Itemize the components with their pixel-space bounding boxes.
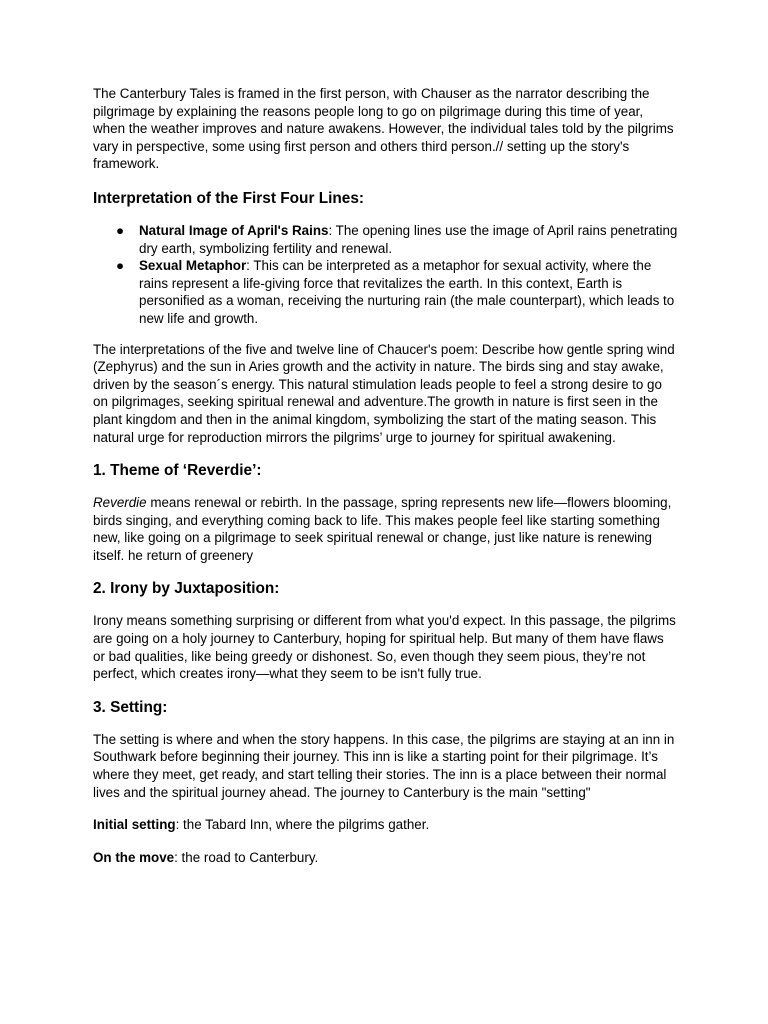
- irony-paragraph: Irony means something surprising or different from what you'd expect. In this passage, the pilgrims are going on a holy journey to Canterbury, hoping for spiritual help. But many of them have flaws or bad qualities, like being greedy or dishonest. So, even though they seem pious, they’re not perfect, which creates irony—what they seem to be isn't fully true.: [93, 613, 676, 682]
- setting-heading: 3. Setting:: [93, 698, 168, 716]
- reverdie-term: Reverdie: [93, 495, 147, 511]
- bullet-text: : This can be interpreted as a metaphor for sexual activity, where the rains represent a life-giving force that revitalizes the earth. In this context, Earth is personified as a woman, receiving the nurturing rain (the male counterpart), which leads to new life and growth.: [139, 258, 675, 326]
- reverdie-heading: 1. Theme of ‘Reverdie’:: [93, 462, 262, 480]
- on-the-move-line: [93, 849, 678, 867]
- intro-paragraph: The Canterbury Tales is framed in the first person, with Chauser as the narrator describing the pilgrimage by explaining the reasons people long to go on pilgrimage during this time of year, when the weather improves and nature awakens. However, the individual tales told by the pilgrims vary in perspective, some using first person and others third person.// setting up the story's framework.: [93, 86, 674, 172]
- reverdie-text: means renewal or rebirth. In the passage, spring represents new life—flowers blooming, birds singing, and everything coming back to life. This makes people feel like starting something new, like going on a pilgrimage to seek spiritual renewal or change, just like nature is renewing itself. he return of greenery: [93, 495, 672, 563]
- initial-setting-text: : the Tabard Inn, where the pilgrims gather.: [175, 817, 430, 833]
- initial-setting-line: [93, 816, 678, 834]
- bullet-text: : The opening lines use the image of April rains penetrating dry earth, symbolizing fertility and renewal.: [139, 222, 678, 256]
- setting-paragraph: The setting is where and when the story happens. In this case, the pilgrims are staying at an inn in Southwark before beginning their journey. This inn is like a starting point for their pilgrimage. It’s where they meet, get ready, and start telling their stories. The inn is a place between their normal lives and the spiritual journey ahead. The journey to Canterbury is the main "setting": [93, 731, 675, 800]
- bullet-icon: ●: [116, 222, 125, 238]
- reverdie-paragraph: [93, 494, 678, 564]
- on-the-move-text: : the road to Canterbury.: [174, 849, 319, 865]
- initial-setting-label: Initial setting: [93, 817, 176, 833]
- bullet-term: Sexual Metaphor: [139, 258, 247, 274]
- bullet-icon: ●: [116, 258, 125, 274]
- bullet-item-natural-image: [93, 222, 678, 257]
- irony-heading: 2. Irony by Juxtaposition:: [93, 580, 280, 598]
- bullet-term: Natural Image of April's Rains: [139, 222, 329, 238]
- interpretation-heading: Interpretation of the First Four Lines:: [93, 189, 365, 207]
- interpretation-bullet-list: [93, 222, 678, 328]
- bullet-item-sexual-metaphor: [93, 257, 678, 327]
- on-the-move-label: On the move: [93, 849, 175, 865]
- interpretation-paragraph: The interpretations of the five and twelve line of Chaucer's poem: Describe how gentle spring wind (Zephyrus) and the sun in Aries growth and the activity in nature. The birds sing and stay awake, driven by the season´s energy. This natural stimulation leads people to feel a strong desire to go on pilgrimages, seeking spiritual renewal and adventure.The growth in nature is first seen in the plant kingdom and then in the animal kingdom, symbolizing the start of the mating season. This natural urge for reproduction mirrors the pilgrims’ urge to journey for spiritual awakening.: [93, 341, 675, 445]
